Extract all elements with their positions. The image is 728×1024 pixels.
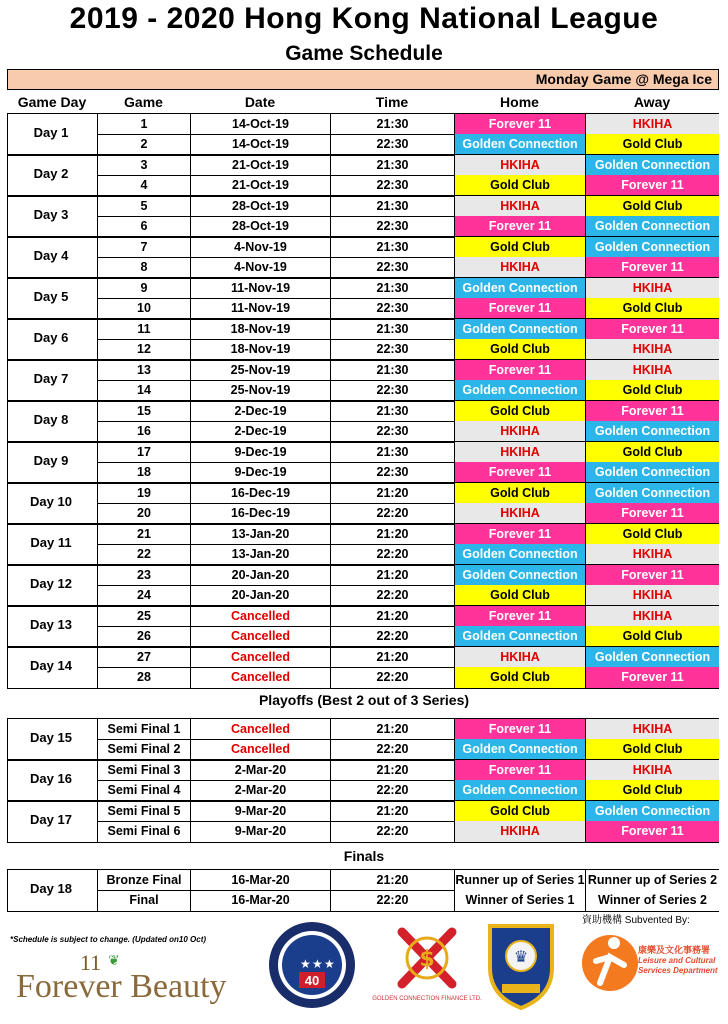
game-number-cell: 16 bbox=[97, 421, 190, 441]
time-cell: 21:30 bbox=[330, 319, 454, 339]
date-cell: 2-Dec-19 bbox=[190, 401, 330, 421]
home-team-cell: HKIHA bbox=[454, 647, 585, 667]
time-cell: 22:30 bbox=[330, 175, 454, 195]
svg-text:★: ★ bbox=[300, 957, 311, 971]
table-row bbox=[7, 890, 719, 910]
home-team-cell: Golden Connection bbox=[454, 319, 585, 339]
away-team-cell: HKIHA bbox=[585, 278, 719, 298]
game-number-cell: Semi Final 4 bbox=[97, 780, 190, 800]
table-row bbox=[7, 462, 719, 482]
away-team-cell: Gold Club bbox=[585, 524, 719, 544]
table-row bbox=[7, 585, 719, 605]
away-team-cell: Gold Club bbox=[585, 196, 719, 216]
game-number-cell: 5 bbox=[97, 196, 190, 216]
game-day-label: Day 6 bbox=[33, 330, 69, 346]
game-day-label: Day 9 bbox=[33, 453, 69, 469]
table-row bbox=[7, 760, 719, 780]
date-cell: 14-Oct-19 bbox=[190, 114, 330, 134]
time-cell: 22:20 bbox=[330, 821, 454, 841]
home-team-cell: Forever 11 bbox=[454, 462, 585, 482]
golden-club-crest-logo bbox=[480, 918, 562, 1010]
table-row bbox=[7, 667, 719, 687]
header-time: Time bbox=[375, 94, 409, 110]
away-team-cell: Golden Connection bbox=[585, 483, 719, 503]
time-cell: 22:20 bbox=[330, 544, 454, 564]
date-cell: 13-Jan-20 bbox=[190, 524, 330, 544]
date-cell: 18-Nov-19 bbox=[190, 339, 330, 359]
golden-connection-emblem-icon bbox=[372, 922, 482, 994]
time-cell: 22:30 bbox=[330, 257, 454, 277]
game-number-cell: Semi Final 5 bbox=[97, 801, 190, 821]
date-cell: 16-Dec-19 bbox=[190, 503, 330, 523]
cancelled-date-cell: Cancelled bbox=[190, 606, 330, 626]
date-cell: 16-Dec-19 bbox=[190, 483, 330, 503]
game-number-cell: Final bbox=[97, 890, 190, 910]
time-cell: 22:30 bbox=[330, 298, 454, 318]
date-cell: 25-Nov-19 bbox=[190, 380, 330, 400]
table-row bbox=[7, 739, 719, 759]
cancelled-date-cell: Cancelled bbox=[190, 667, 330, 687]
time-cell: 22:30 bbox=[330, 380, 454, 400]
home-team-cell: Forever 11 bbox=[454, 606, 585, 626]
away-team-cell: Forever 11 bbox=[585, 175, 719, 195]
home-team-cell: Gold Club bbox=[454, 585, 585, 605]
away-team-cell: Golden Connection bbox=[585, 801, 719, 821]
lcsd-emblem-icon bbox=[580, 925, 640, 995]
time-cell: 22:30 bbox=[330, 339, 454, 359]
table-row bbox=[7, 719, 719, 739]
game-number-cell: Bronze Final bbox=[97, 870, 190, 890]
date-cell: 20-Jan-20 bbox=[190, 565, 330, 585]
game-number-cell: 3 bbox=[97, 155, 190, 175]
game-day-label: Day 5 bbox=[33, 289, 69, 305]
away-team-cell: HKIHA bbox=[585, 585, 719, 605]
hkiha-logo bbox=[262, 920, 362, 1010]
game-day-label: Day 10 bbox=[30, 494, 72, 510]
home-team-cell: Forever 11 bbox=[454, 360, 585, 380]
table-row bbox=[7, 421, 719, 441]
away-team-cell: Gold Club bbox=[585, 442, 719, 462]
home-team-cell: HKIHA bbox=[454, 155, 585, 175]
header-game-day: Game Day bbox=[17, 94, 87, 110]
table-row bbox=[7, 134, 719, 154]
home-team-cell: HKIHA bbox=[454, 503, 585, 523]
table-row bbox=[7, 483, 719, 503]
table-row bbox=[7, 801, 719, 821]
table-row bbox=[7, 647, 719, 667]
away-team-cell: Gold Club bbox=[585, 739, 719, 759]
game-number-cell: 6 bbox=[97, 216, 190, 236]
home-team-cell: Golden Connection bbox=[454, 278, 585, 298]
home-team-cell: HKIHA bbox=[454, 196, 585, 216]
game-number-cell: Semi Final 3 bbox=[97, 760, 190, 780]
date-cell: 21-Oct-19 bbox=[190, 155, 330, 175]
game-day-label: Day 15 bbox=[30, 730, 72, 746]
away-team-cell: Gold Club bbox=[585, 134, 719, 154]
home-team-cell: HKIHA bbox=[454, 821, 585, 841]
time-cell: 21:30 bbox=[330, 237, 454, 257]
game-day-label: Day 7 bbox=[33, 371, 69, 387]
cancelled-date-cell: Cancelled bbox=[190, 739, 330, 759]
date-cell: 16-Mar-20 bbox=[190, 870, 330, 890]
time-cell: 21:30 bbox=[330, 360, 454, 380]
table-row bbox=[7, 360, 719, 380]
away-team-cell: Forever 11 bbox=[585, 257, 719, 277]
page-title: 2019 - 2020 Hong Kong National League bbox=[69, 2, 659, 35]
game-number-cell: 25 bbox=[97, 606, 190, 626]
table-row bbox=[7, 175, 719, 195]
away-team-cell: Golden Connection bbox=[585, 462, 719, 482]
game-day-label: Day 12 bbox=[30, 576, 72, 592]
table-row bbox=[7, 442, 719, 462]
away-team-cell: Winner of Series 2 bbox=[585, 890, 719, 910]
time-cell: 22:30 bbox=[330, 216, 454, 236]
date-cell: 9-Mar-20 bbox=[190, 821, 330, 841]
home-team-cell: Gold Club bbox=[454, 483, 585, 503]
time-cell: 21:20 bbox=[330, 719, 454, 739]
time-cell: 21:20 bbox=[330, 870, 454, 890]
time-cell: 22:20 bbox=[330, 890, 454, 910]
home-team-cell: Golden Connection bbox=[454, 739, 585, 759]
game-day-label: Day 13 bbox=[30, 617, 72, 633]
game-day-label: Day 3 bbox=[33, 207, 69, 223]
away-team-cell: Forever 11 bbox=[585, 319, 719, 339]
table-row bbox=[7, 565, 719, 585]
away-team-cell: Golden Connection bbox=[585, 216, 719, 236]
game-number-cell: 17 bbox=[97, 442, 190, 462]
home-team-cell: Gold Club bbox=[454, 801, 585, 821]
table-row bbox=[7, 626, 719, 646]
date-cell: 28-Oct-19 bbox=[190, 216, 330, 236]
home-team-cell: HKIHA bbox=[454, 442, 585, 462]
home-team-cell: Golden Connection bbox=[454, 565, 585, 585]
table-row bbox=[7, 216, 719, 236]
away-team-cell: Forever 11 bbox=[585, 401, 719, 421]
game-number-cell: 22 bbox=[97, 544, 190, 564]
finals-title: Finals bbox=[343, 848, 385, 864]
home-team-cell: Forever 11 bbox=[454, 719, 585, 739]
table-row bbox=[7, 780, 719, 800]
table-row bbox=[7, 114, 719, 134]
svg-text:$: $ bbox=[419, 947, 435, 972]
away-team-cell: HKIHA bbox=[585, 339, 719, 359]
away-team-cell: HKIHA bbox=[585, 114, 719, 134]
table-row bbox=[7, 237, 719, 257]
time-cell: 22:20 bbox=[330, 585, 454, 605]
time-cell: 21:30 bbox=[330, 114, 454, 134]
home-team-cell: Golden Connection bbox=[454, 380, 585, 400]
away-team-cell: Forever 11 bbox=[585, 565, 719, 585]
date-cell: 2-Mar-20 bbox=[190, 780, 330, 800]
date-cell: 21-Oct-19 bbox=[190, 175, 330, 195]
away-team-cell: Gold Club bbox=[585, 626, 719, 646]
game-number-cell: Semi Final 1 bbox=[97, 719, 190, 739]
home-team-cell: Gold Club bbox=[454, 175, 585, 195]
date-cell: 25-Nov-19 bbox=[190, 360, 330, 380]
game-number-cell: 14 bbox=[97, 380, 190, 400]
game-day-label: Day 14 bbox=[30, 658, 72, 674]
table-row bbox=[7, 196, 719, 216]
home-team-cell: Golden Connection bbox=[454, 780, 585, 800]
time-cell: 22:30 bbox=[330, 134, 454, 154]
table-row bbox=[7, 278, 719, 298]
home-team-cell: Forever 11 bbox=[454, 524, 585, 544]
lcsd-logo: 康樂及文化事務署 Leisure and Cultural Services Department bbox=[580, 925, 725, 1005]
away-team-cell: Forever 11 bbox=[585, 821, 719, 841]
time-cell: 22:20 bbox=[330, 667, 454, 687]
table-row bbox=[7, 339, 719, 359]
game-number-cell: 9 bbox=[97, 278, 190, 298]
game-day-label: Day 8 bbox=[33, 412, 69, 428]
game-day-label: Day 11 bbox=[30, 535, 72, 551]
away-team-cell: Gold Club bbox=[585, 298, 719, 318]
away-team-cell: Forever 11 bbox=[585, 667, 719, 687]
svg-text:★: ★ bbox=[312, 957, 323, 971]
table-row bbox=[7, 606, 719, 626]
date-cell: 4-Nov-19 bbox=[190, 257, 330, 277]
date-cell: 16-Mar-20 bbox=[190, 890, 330, 910]
game-number-cell: 19 bbox=[97, 483, 190, 503]
home-team-cell: Golden Connection bbox=[454, 134, 585, 154]
date-cell: 4-Nov-19 bbox=[190, 237, 330, 257]
game-day-label: Day 18 bbox=[30, 881, 72, 897]
page-subtitle: Game Schedule bbox=[285, 42, 443, 65]
time-cell: 22:20 bbox=[330, 780, 454, 800]
game-number-cell: Semi Final 6 bbox=[97, 821, 190, 841]
table-row bbox=[7, 319, 719, 339]
game-day-label: Day 17 bbox=[30, 812, 72, 828]
game-number-cell: 4 bbox=[97, 175, 190, 195]
home-team-cell: Winner of Series 1 bbox=[454, 890, 585, 910]
away-team-cell: HKIHA bbox=[585, 760, 719, 780]
away-team-cell: Golden Connection bbox=[585, 155, 719, 175]
forever-beauty-logo: 11 ❦ Forever Beauty bbox=[16, 950, 227, 1005]
date-cell: 13-Jan-20 bbox=[190, 544, 330, 564]
away-team-cell: Gold Club bbox=[585, 380, 719, 400]
game-number-cell: 28 bbox=[97, 667, 190, 687]
time-cell: 21:30 bbox=[330, 401, 454, 421]
home-team-cell: HKIHA bbox=[454, 421, 585, 441]
time-cell: 21:20 bbox=[330, 483, 454, 503]
date-cell: 14-Oct-19 bbox=[190, 134, 330, 154]
game-number-cell: 15 bbox=[97, 401, 190, 421]
date-cell: 9-Dec-19 bbox=[190, 462, 330, 482]
away-team-cell: HKIHA bbox=[585, 360, 719, 380]
home-team-cell: Forever 11 bbox=[454, 114, 585, 134]
date-cell: 11-Nov-19 bbox=[190, 278, 330, 298]
time-cell: 21:30 bbox=[330, 155, 454, 175]
header-home: Home bbox=[500, 94, 539, 110]
leaf-icon: ❦ bbox=[108, 952, 120, 968]
game-number-cell: 18 bbox=[97, 462, 190, 482]
game-number-cell: 7 bbox=[97, 237, 190, 257]
away-team-cell: Golden Connection bbox=[585, 421, 719, 441]
game-number-cell: 1 bbox=[97, 114, 190, 134]
home-team-cell: Forever 11 bbox=[454, 216, 585, 236]
schedule-note: *Schedule is subject to change. (Updated on10 Oct) bbox=[10, 935, 207, 944]
away-team-cell: HKIHA bbox=[585, 544, 719, 564]
table-row bbox=[7, 298, 719, 318]
date-cell: 9-Dec-19 bbox=[190, 442, 330, 462]
cancelled-date-cell: Cancelled bbox=[190, 626, 330, 646]
home-team-cell: Forever 11 bbox=[454, 298, 585, 318]
time-cell: 21:20 bbox=[330, 801, 454, 821]
time-cell: 22:20 bbox=[330, 739, 454, 759]
away-team-cell: Golden Connection bbox=[585, 237, 719, 257]
table-row bbox=[7, 870, 719, 890]
game-day-label: Day 16 bbox=[30, 771, 72, 787]
game-number-cell: 24 bbox=[97, 585, 190, 605]
time-cell: 21:30 bbox=[330, 278, 454, 298]
svg-text:★: ★ bbox=[324, 957, 335, 971]
home-team-cell: Gold Club bbox=[454, 237, 585, 257]
game-day-label: Day 4 bbox=[33, 248, 69, 264]
time-cell: 21:20 bbox=[330, 647, 454, 667]
time-cell: 21:30 bbox=[330, 196, 454, 216]
time-cell: 22:30 bbox=[330, 421, 454, 441]
table-row bbox=[7, 544, 719, 564]
golden-connection-finance-logo: $ GOLDEN CONNECTION FINANCE LTD. bbox=[372, 922, 482, 1012]
header-away: Away bbox=[633, 94, 671, 110]
away-team-cell: Forever 11 bbox=[585, 503, 719, 523]
away-team-cell: Gold Club bbox=[585, 780, 719, 800]
time-cell: 22:30 bbox=[330, 462, 454, 482]
game-number-cell: 23 bbox=[97, 565, 190, 585]
away-team-cell: Runner up of Series 2 bbox=[585, 870, 719, 890]
time-cell: 21:20 bbox=[330, 565, 454, 585]
time-cell: 21:20 bbox=[330, 606, 454, 626]
away-team-cell: HKIHA bbox=[585, 606, 719, 626]
home-team-cell: Gold Club bbox=[454, 667, 585, 687]
playoffs-title: Playoffs (Best 2 out of 3 Series) bbox=[258, 692, 470, 708]
date-cell: 20-Jan-20 bbox=[190, 585, 330, 605]
date-cell: 18-Nov-19 bbox=[190, 319, 330, 339]
game-number-cell: 26 bbox=[97, 626, 190, 646]
cancelled-date-cell: Cancelled bbox=[190, 647, 330, 667]
svg-text:♛: ♛ bbox=[513, 947, 529, 966]
table-row bbox=[7, 401, 719, 421]
away-team-cell: Golden Connection bbox=[585, 647, 719, 667]
away-team-cell: HKIHA bbox=[585, 719, 719, 739]
table-row bbox=[7, 380, 719, 400]
date-cell: 9-Mar-20 bbox=[190, 801, 330, 821]
subvented-label: 資助機構 Subvented By: bbox=[582, 915, 690, 926]
date-cell: 28-Oct-19 bbox=[190, 196, 330, 216]
game-number-cell: 27 bbox=[97, 647, 190, 667]
home-team-cell: Golden Connection bbox=[454, 544, 585, 564]
table-header bbox=[7, 92, 719, 112]
game-day-label: Day 1 bbox=[33, 125, 69, 141]
home-team-cell: Forever 11 bbox=[454, 760, 585, 780]
date-cell: 2-Dec-19 bbox=[190, 421, 330, 441]
game-number-cell: 8 bbox=[97, 257, 190, 277]
home-team-cell: Gold Club bbox=[454, 401, 585, 421]
home-team-cell: Golden Connection bbox=[454, 626, 585, 646]
date-cell: 2-Mar-20 bbox=[190, 760, 330, 780]
time-cell: 22:20 bbox=[330, 503, 454, 523]
home-team-cell: Runner up of Series 1 bbox=[454, 870, 585, 890]
cancelled-date-cell: Cancelled bbox=[190, 719, 330, 739]
game-number-cell: Semi Final 2 bbox=[97, 739, 190, 759]
game-number-cell: 21 bbox=[97, 524, 190, 544]
header-date: Date bbox=[244, 94, 276, 110]
table-row bbox=[7, 524, 719, 544]
time-cell: 21:20 bbox=[330, 760, 454, 780]
header-game: Game bbox=[124, 94, 163, 110]
table-row bbox=[7, 821, 719, 841]
table-row bbox=[7, 257, 719, 277]
svg-text:40: 40 bbox=[304, 973, 320, 988]
time-cell: 22:20 bbox=[330, 626, 454, 646]
game-number-cell: 11 bbox=[97, 319, 190, 339]
game-number-cell: 13 bbox=[97, 360, 190, 380]
home-team-cell: HKIHA bbox=[454, 257, 585, 277]
table-row bbox=[7, 503, 719, 523]
game-number-cell: 10 bbox=[97, 298, 190, 318]
time-cell: 21:20 bbox=[330, 524, 454, 544]
game-number-cell: 12 bbox=[97, 339, 190, 359]
home-team-cell: Gold Club bbox=[454, 339, 585, 359]
game-day-label: Day 2 bbox=[33, 166, 69, 182]
venue-banner: Monday Game @ Mega Ice bbox=[7, 69, 719, 90]
game-number-cell: 2 bbox=[97, 134, 190, 154]
time-cell: 21:30 bbox=[330, 442, 454, 462]
date-cell: 11-Nov-19 bbox=[190, 298, 330, 318]
game-number-cell: 20 bbox=[97, 503, 190, 523]
table-row bbox=[7, 155, 719, 175]
